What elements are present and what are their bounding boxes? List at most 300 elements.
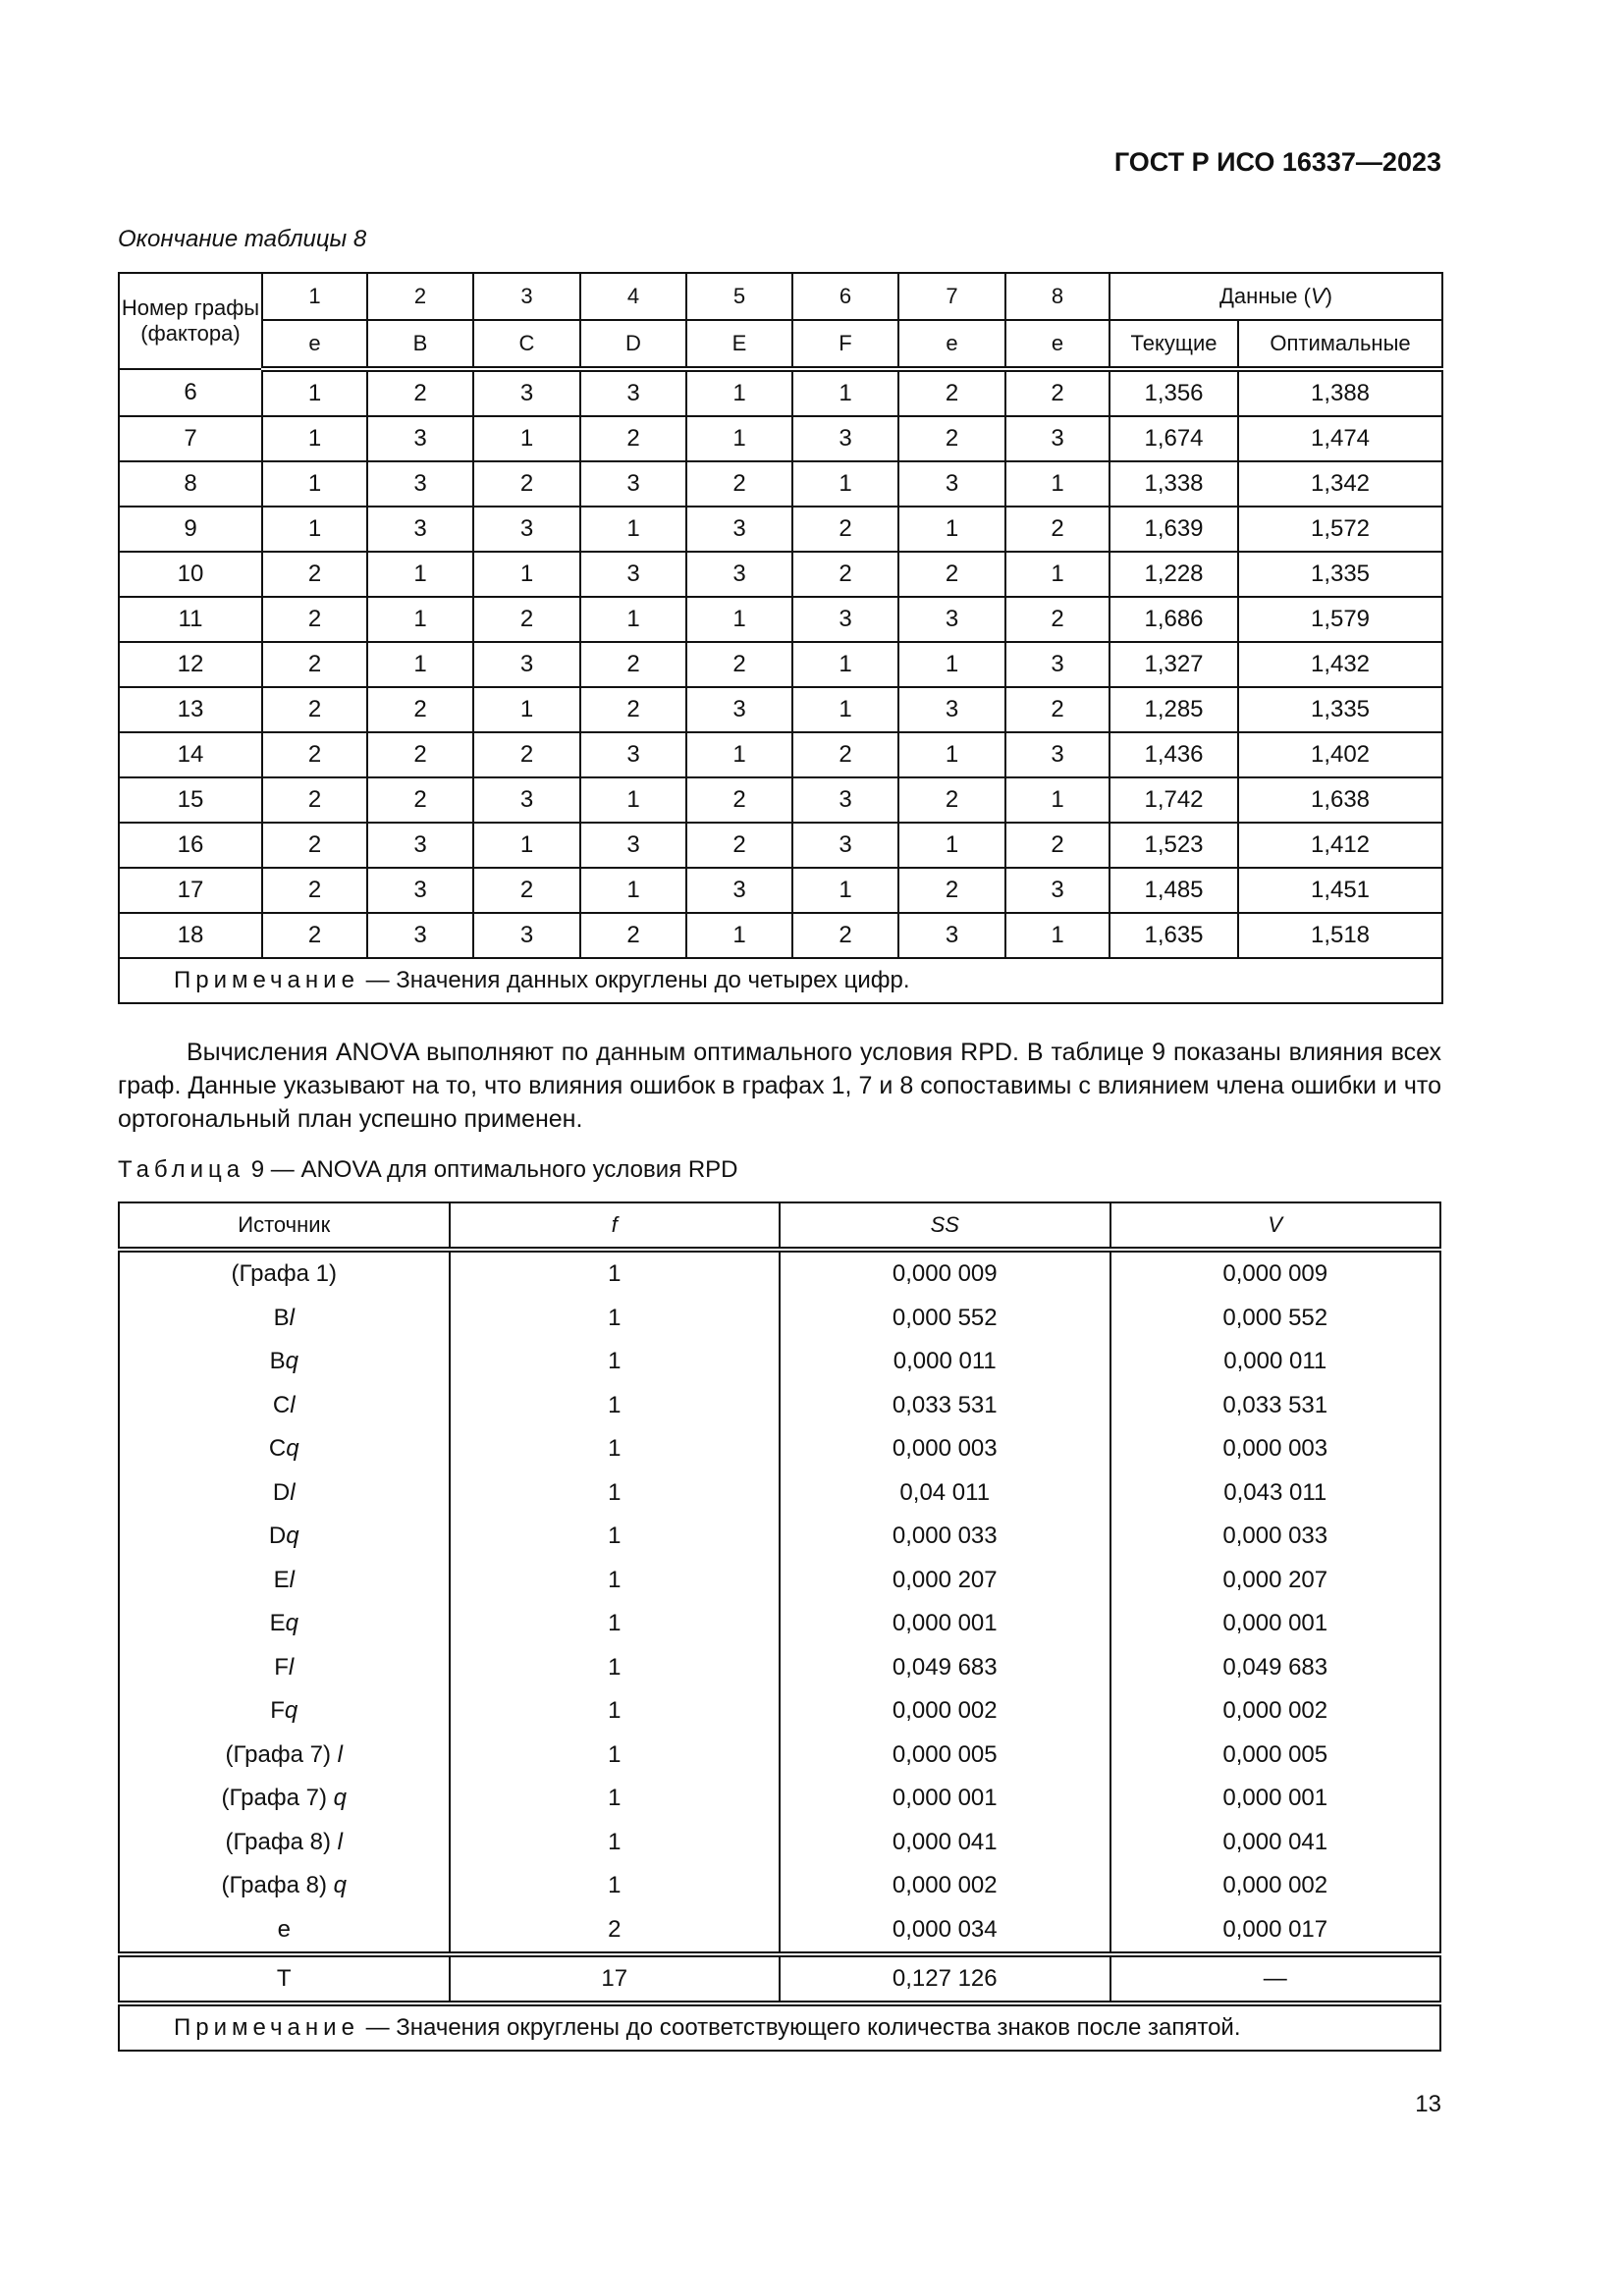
v-cell: 0,000 009: [1110, 1250, 1441, 1297]
source-effect: l: [337, 1740, 343, 1768]
table-cell: 3: [473, 642, 580, 687]
f-cell: 1: [450, 1384, 781, 1428]
factor-label: D: [580, 320, 686, 369]
total-v: —: [1110, 1954, 1441, 2003]
factor-label: B: [367, 320, 473, 369]
table-row: [119, 1821, 1440, 1865]
table-cell: 1: [1005, 461, 1110, 507]
column-number: 5: [686, 273, 792, 320]
total-f: 17: [450, 1954, 781, 2003]
f-cell: 1: [450, 1821, 781, 1865]
table-row: [119, 1559, 1440, 1603]
source-cell: [119, 1602, 450, 1646]
table-cell: 1,639: [1110, 507, 1238, 552]
table-cell: 2: [262, 597, 367, 642]
table-row: [119, 823, 1442, 868]
source-effect: l: [290, 1391, 296, 1418]
v-cell: 0,000 002: [1110, 1689, 1441, 1734]
table-row: [119, 1297, 1440, 1341]
table-cell: 2: [1005, 507, 1110, 552]
note-label: Примечание: [174, 2014, 359, 2041]
table-cell: 2: [686, 777, 792, 823]
column-number: 3: [473, 273, 580, 320]
source-cell: [119, 1734, 450, 1778]
ss-cell: 0,000 207: [780, 1559, 1110, 1603]
source-effect: l: [289, 1566, 295, 1593]
table-cell: 3: [898, 687, 1005, 732]
table-cell: 2: [580, 687, 686, 732]
source-name: (Графа 7): [221, 1785, 334, 1812]
source-name: E: [273, 1566, 290, 1593]
table-row: [119, 1340, 1440, 1384]
table-cell: 2: [262, 823, 367, 868]
source-name: B: [269, 1348, 286, 1375]
ss-cell: 0,049 683: [780, 1646, 1110, 1690]
source-name: C: [268, 1435, 287, 1463]
table-cell: 1: [898, 823, 1005, 868]
table-cell: 1: [686, 732, 792, 777]
table-cell: 1: [262, 369, 367, 416]
table-row: [119, 507, 1442, 552]
table-row: [119, 777, 1442, 823]
table-cell: 1,412: [1238, 823, 1442, 868]
table-cell: 1: [686, 416, 792, 461]
v-cell: 0,043 011: [1110, 1471, 1441, 1516]
source-name: (Графа 7): [225, 1740, 338, 1768]
factor-label: E: [686, 320, 792, 369]
source-effect: q: [286, 1522, 299, 1550]
table-cell: 2: [473, 597, 580, 642]
table-cell: 2: [792, 507, 898, 552]
f-cell: 1: [450, 1559, 781, 1603]
v-cell: 0,000 011: [1110, 1340, 1441, 1384]
ss-cell: 0,000 041: [780, 1821, 1110, 1865]
table-cell: 1: [792, 868, 898, 913]
source-name: E: [269, 1610, 286, 1637]
table-row: [119, 732, 1442, 777]
table-cell: 3: [473, 913, 580, 958]
table-cell: 1,356: [1110, 369, 1238, 416]
source-cell: [119, 1908, 450, 1955]
header-label: f: [611, 1212, 618, 1237]
column-number: 2: [367, 273, 473, 320]
table-cell: 17: [119, 868, 262, 913]
table-row: [119, 1908, 1440, 1955]
table-cell: 3: [1005, 868, 1110, 913]
table-row: [119, 552, 1442, 597]
source-effect: q: [284, 1697, 298, 1725]
source-name: B: [273, 1304, 290, 1331]
source-cell: [119, 1864, 450, 1908]
f-cell: 1: [450, 1864, 781, 1908]
v-cell: 0,049 683: [1110, 1646, 1441, 1690]
table-cell: 2: [262, 868, 367, 913]
table-cell: 1,518: [1238, 913, 1442, 958]
table-row: [119, 369, 1442, 416]
total-source: T: [119, 1954, 450, 2003]
table-cell: 3: [686, 687, 792, 732]
header-label: SS: [930, 1212, 959, 1237]
table-row: [119, 1515, 1440, 1559]
source-effect: q: [333, 1872, 347, 1899]
source-cell: [119, 1340, 450, 1384]
source-name: D: [272, 1478, 291, 1506]
f-cell: 1: [450, 1689, 781, 1734]
v-cell: 0,000 001: [1110, 1602, 1441, 1646]
table-cell: 3: [367, 461, 473, 507]
table-cell: 1: [1005, 552, 1110, 597]
table-cell: 1: [898, 642, 1005, 687]
table-cell: 3: [898, 461, 1005, 507]
v-cell: 0,000 033: [1110, 1515, 1441, 1559]
column-header: [119, 1202, 450, 1250]
table-cell: 2: [262, 642, 367, 687]
table-row: [119, 1689, 1440, 1734]
source-cell: [119, 1250, 450, 1297]
factor-label: C: [473, 320, 580, 369]
factor-label: e: [898, 320, 1005, 369]
table-cell: 11: [119, 597, 262, 642]
table-8: [118, 272, 1443, 1004]
table-cell: 2: [473, 461, 580, 507]
ss-cell: 0,033 531: [780, 1384, 1110, 1428]
table-cell: 7: [119, 416, 262, 461]
table-cell: 1: [686, 913, 792, 958]
table-cell: 3: [473, 777, 580, 823]
table-cell: 2: [262, 552, 367, 597]
table-cell: 1: [1005, 777, 1110, 823]
page-number: 13: [1415, 2091, 1441, 2117]
table-cell: 3: [898, 913, 1005, 958]
table-cell: 3: [367, 416, 473, 461]
table-cell: 2: [262, 732, 367, 777]
source-name: F: [270, 1697, 285, 1725]
table-cell: 1: [580, 868, 686, 913]
table-cell: 1,432: [1238, 642, 1442, 687]
ss-cell: 0,000 033: [780, 1515, 1110, 1559]
table-cell: 1,742: [1110, 777, 1238, 823]
ss-cell: 0,000 011: [780, 1340, 1110, 1384]
table-cell: 1: [792, 369, 898, 416]
table-cell: 3: [580, 823, 686, 868]
source-cell: [119, 1297, 450, 1341]
ss-cell: 0,000 009: [780, 1250, 1110, 1297]
f-cell: 1: [450, 1250, 781, 1297]
ss-cell: 0,000 001: [780, 1602, 1110, 1646]
table-cell: 1,388: [1238, 369, 1442, 416]
v-cell: 0,000 041: [1110, 1821, 1441, 1865]
f-cell: 1: [450, 1471, 781, 1516]
table-cell: 2: [262, 777, 367, 823]
source-cell: [119, 1471, 450, 1516]
source-effect: l: [288, 1653, 295, 1681]
v-cell: 0,000 002: [1110, 1864, 1441, 1908]
table-cell: 2: [262, 913, 367, 958]
ss-cell: 0,000 002: [780, 1864, 1110, 1908]
table-cell: 1: [898, 732, 1005, 777]
source-effect: q: [333, 1785, 347, 1812]
table-cell: 3: [580, 369, 686, 416]
table-cell: 2: [262, 687, 367, 732]
ss-cell: 0,04 011: [780, 1471, 1110, 1516]
table-cell: 2: [898, 416, 1005, 461]
column-header-optimal: Оптимальные: [1238, 320, 1442, 369]
source-name: C: [272, 1391, 291, 1418]
v-cell: 0,000 005: [1110, 1734, 1441, 1778]
table-8-continuation-label: Окончание таблицы 8: [118, 226, 367, 252]
table-row: [119, 1864, 1440, 1908]
table-cell: 2: [898, 369, 1005, 416]
table-cell: 3: [686, 868, 792, 913]
table-cell: 1,635: [1110, 913, 1238, 958]
column-header-current: Текущие: [1110, 320, 1238, 369]
table-cell: 1,686: [1110, 597, 1238, 642]
table-cell: 3: [473, 369, 580, 416]
source-name: (Графа 8): [221, 1872, 334, 1899]
table-cell: 1,338: [1110, 461, 1238, 507]
table-cell: 2: [686, 642, 792, 687]
table-row: [119, 642, 1442, 687]
table-9-note: [119, 2003, 1440, 2051]
table-row: [119, 687, 1442, 732]
table-cell: 9: [119, 507, 262, 552]
table-cell: 2: [792, 732, 898, 777]
ss-cell: 0,000 003: [780, 1427, 1110, 1471]
table-cell: 2: [792, 552, 898, 597]
table-cell: 1,451: [1238, 868, 1442, 913]
table-cell: 1: [1005, 913, 1110, 958]
table-cell: 1,638: [1238, 777, 1442, 823]
table-row: [119, 868, 1442, 913]
table-cell: 1: [792, 461, 898, 507]
table-cell: 3: [367, 868, 473, 913]
table-cell: 1,523: [1110, 823, 1238, 868]
table-row: [119, 913, 1442, 958]
column-header-data: [1110, 273, 1442, 320]
table-cell: 1: [686, 597, 792, 642]
table-cell: 3: [686, 507, 792, 552]
column-number: 4: [580, 273, 686, 320]
table-cell: 1: [473, 687, 580, 732]
v-cell: 0,000 017: [1110, 1908, 1441, 1955]
source-cell: [119, 1646, 450, 1690]
column-number: 1: [262, 273, 367, 320]
table-cell: 2: [367, 687, 473, 732]
f-cell: 1: [450, 1340, 781, 1384]
table-cell: 6: [119, 369, 262, 416]
source-effect: q: [285, 1610, 298, 1637]
table-cell: 10: [119, 552, 262, 597]
table-cell: 1,474: [1238, 416, 1442, 461]
table-row: [119, 416, 1442, 461]
table-row: [119, 461, 1442, 507]
table-9-caption: [118, 1156, 738, 1184]
source-cell: [119, 1821, 450, 1865]
factor-label: F: [792, 320, 898, 369]
table-cell: 1: [580, 507, 686, 552]
source-effect: l: [289, 1304, 295, 1331]
body-paragraph: Вычисления ANOVA выполняют по данным оптимального условия RPD. В таблице 9 показаны влияния всех граф. Данные указывают на то, что влияния ошибок в графах 1, 7 и 8 сопоставимы с влиянием члена ошибки и что ортогональный план успешно применен.: [118, 1039, 1441, 1133]
table-cell: 2: [686, 461, 792, 507]
f-cell: 1: [450, 1602, 781, 1646]
table-cell: 1: [686, 369, 792, 416]
source-effect: q: [286, 1435, 299, 1463]
table-cell: 2: [367, 732, 473, 777]
table-cell: 1,285: [1110, 687, 1238, 732]
table-cell: 1,572: [1238, 507, 1442, 552]
data-variable: V: [1310, 284, 1326, 308]
f-cell: 1: [450, 1427, 781, 1471]
table-cell: 1: [262, 416, 367, 461]
table-cell: 1: [898, 507, 1005, 552]
table-cell: 1,228: [1110, 552, 1238, 597]
table-row: [119, 597, 1442, 642]
table-row: [119, 1734, 1440, 1778]
source-cell: [119, 1384, 450, 1428]
table-cell: 3: [1005, 642, 1110, 687]
table-cell: 1: [473, 823, 580, 868]
table-cell: 1,436: [1110, 732, 1238, 777]
ss-cell: 0,000 002: [780, 1689, 1110, 1734]
table-cell: 13: [119, 687, 262, 732]
table-cell: 15: [119, 777, 262, 823]
table-cell: 2: [367, 369, 473, 416]
source-cell: [119, 1427, 450, 1471]
f-cell: 1: [450, 1777, 781, 1821]
table-cell: 3: [792, 416, 898, 461]
ss-cell: 0,000 001: [780, 1777, 1110, 1821]
table-cell: 3: [367, 823, 473, 868]
column-header: [450, 1202, 781, 1250]
table-cell: 3: [686, 552, 792, 597]
table-cell: 3: [580, 461, 686, 507]
table-cell: 16: [119, 823, 262, 868]
source-name: D: [268, 1522, 287, 1550]
table-cell: 3: [367, 913, 473, 958]
table-cell: 2: [580, 642, 686, 687]
table-cell: 3: [580, 552, 686, 597]
v-cell: 0,000 207: [1110, 1559, 1441, 1603]
table-cell: 18: [119, 913, 262, 958]
table-cell: 1: [262, 507, 367, 552]
table-cell: 2: [898, 777, 1005, 823]
table-cell: 1,674: [1110, 416, 1238, 461]
table-cell: 3: [1005, 732, 1110, 777]
table-cell: 2: [580, 416, 686, 461]
table-cell: 2: [1005, 597, 1110, 642]
f-cell: 1: [450, 1515, 781, 1559]
table-cell: 1,335: [1238, 552, 1442, 597]
table-cell: 1: [262, 461, 367, 507]
table-cell: 1: [792, 687, 898, 732]
factor-label: e: [1005, 320, 1110, 369]
table-cell: 2: [686, 823, 792, 868]
table-cell: 1,342: [1238, 461, 1442, 507]
table-cell: 3: [792, 597, 898, 642]
table-cell: 3: [792, 777, 898, 823]
f-cell: 1: [450, 1734, 781, 1778]
column-header-number: Номер графы (фактора): [119, 273, 262, 369]
data-label: Данные (: [1219, 284, 1311, 308]
source-cell: [119, 1559, 450, 1603]
table-row: [119, 1427, 1440, 1471]
table-cell: 2: [367, 777, 473, 823]
v-cell: 0,033 531: [1110, 1384, 1441, 1428]
caption-text: 9 — ANOVA для оптимального условия RPD: [244, 1156, 738, 1183]
table-cell: 2: [898, 552, 1005, 597]
table-cell: 1,335: [1238, 687, 1442, 732]
total-ss: 0,127 126: [780, 1954, 1110, 2003]
source-effect: q: [285, 1348, 298, 1375]
v-cell: 0,000 001: [1110, 1777, 1441, 1821]
table-cell: 2: [898, 868, 1005, 913]
table-row: [119, 1250, 1440, 1297]
source-effect: l: [337, 1828, 343, 1855]
table-cell: 1: [473, 416, 580, 461]
note-label: Примечание: [174, 967, 359, 993]
header-label: Источник: [238, 1212, 331, 1237]
document-header: ГОСТ Р ИСО 16337—2023: [1113, 147, 1441, 177]
table-cell: 1,485: [1110, 868, 1238, 913]
table-cell: 1: [580, 777, 686, 823]
table-cell: 3: [580, 732, 686, 777]
source-name: e: [277, 1915, 291, 1943]
v-cell: 0,000 003: [1110, 1427, 1441, 1471]
table-cell: 2: [792, 913, 898, 958]
f-cell: 1: [450, 1297, 781, 1341]
table-row: [119, 1646, 1440, 1690]
table-cell: 2: [1005, 369, 1110, 416]
column-number: 7: [898, 273, 1005, 320]
source-name: (Графа 1): [231, 1260, 337, 1288]
table-cell: 2: [580, 913, 686, 958]
source-effect: l: [290, 1478, 296, 1506]
table-8-note: [119, 958, 1442, 1003]
source-name: F: [274, 1653, 289, 1681]
table-cell: 1: [580, 597, 686, 642]
source-name: (Графа 8): [225, 1828, 338, 1855]
f-cell: 2: [450, 1908, 781, 1955]
table-cell: 3: [898, 597, 1005, 642]
table-cell: 2: [1005, 823, 1110, 868]
data-label-end: ): [1325, 284, 1332, 308]
header-label: V: [1268, 1212, 1283, 1237]
table-cell: 3: [473, 507, 580, 552]
table-cell: 3: [367, 507, 473, 552]
table-cell: 12: [119, 642, 262, 687]
column-header: [780, 1202, 1110, 1250]
total-row: [119, 1954, 1440, 2003]
table-cell: 2: [1005, 687, 1110, 732]
table-9: [118, 1201, 1441, 2052]
column-header: [1110, 1202, 1441, 1250]
table-cell: 2: [473, 732, 580, 777]
ss-cell: 0,000 034: [780, 1908, 1110, 1955]
table-cell: 2: [473, 868, 580, 913]
ss-cell: 0,000 552: [780, 1297, 1110, 1341]
table-cell: 3: [792, 823, 898, 868]
table-cell: 3: [1005, 416, 1110, 461]
table-cell: 8: [119, 461, 262, 507]
source-cell: [119, 1689, 450, 1734]
table-cell: 1: [367, 597, 473, 642]
source-cell: [119, 1777, 450, 1821]
factor-label: e: [262, 320, 367, 369]
f-cell: 1: [450, 1646, 781, 1690]
v-cell: 0,000 552: [1110, 1297, 1441, 1341]
note-text: — Значения данных округлены до четырех цифр.: [358, 967, 910, 993]
table-row: [119, 1777, 1440, 1821]
